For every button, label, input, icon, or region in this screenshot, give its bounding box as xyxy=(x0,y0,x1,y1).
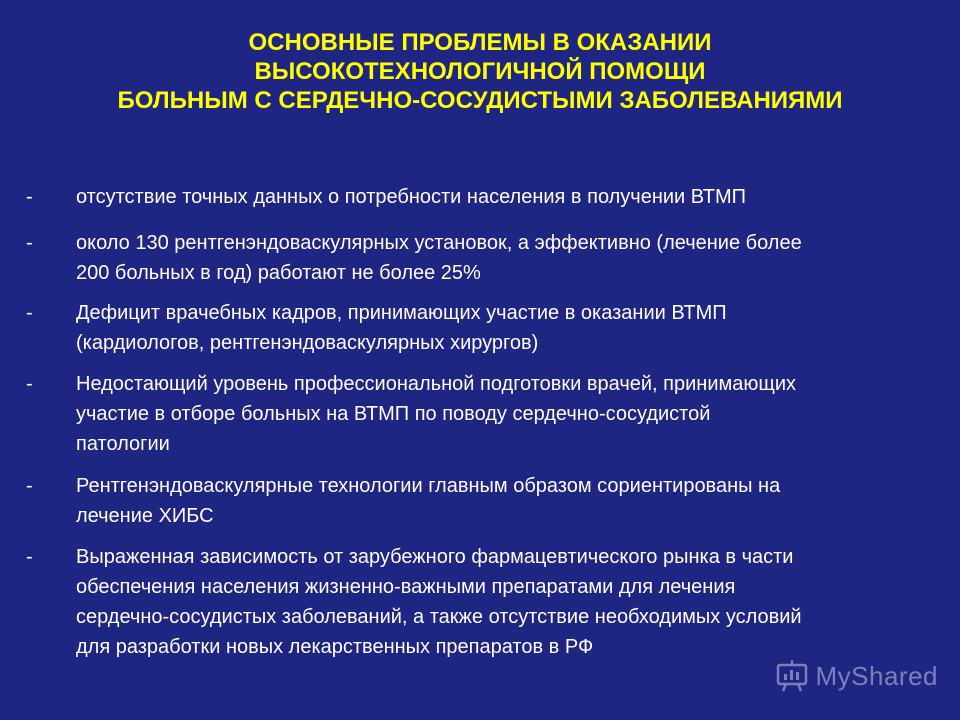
bullet-dash: - xyxy=(26,186,33,208)
bullet-text xyxy=(76,228,946,288)
bullet-text xyxy=(76,542,946,662)
bullet-text xyxy=(76,369,946,459)
bullet-line: Дефицит врачебных кадров, принимающих участие в оказании ВТМП xyxy=(76,302,727,324)
bullet-line: 200 больных в год) работают не более 25% xyxy=(76,262,481,284)
watermark xyxy=(774,658,939,694)
bullet-line: лечение ХИБС xyxy=(76,505,214,527)
bullet-dash: - xyxy=(26,475,33,497)
bullet-line: патологии xyxy=(76,433,170,455)
bullet-text xyxy=(76,471,946,531)
bullet-line: обеспечения населения жизненно-важными препаратами для лечения xyxy=(76,576,736,598)
bullet-line: Рентгенэндоваскулярные технологии главным образом сориентированы на xyxy=(76,475,781,497)
bullet-text xyxy=(76,298,946,358)
bullet-text xyxy=(76,182,946,212)
title-line: БОЛЬНЫМ С СЕРДЕЧНО-СОСУДИСТЫМИ ЗАБОЛЕВАНИЯМИ xyxy=(117,87,843,114)
bullet-line: отсутствие точных данных о потребности населения в получении ВТМП xyxy=(76,186,747,208)
bullet-line: участие в отборе больных на ВТМП по поводу сердечно-сосудистой xyxy=(76,403,711,425)
bullet-line: для разработки новых лекарственных препаратов в РФ xyxy=(76,636,594,658)
bullet-line: сердечно-сосудистых заболеваний, а также отсутствие необходимых условий xyxy=(76,606,802,628)
presentation-board-icon xyxy=(774,658,810,694)
bullet-line: (кардиологов, рентгенэндоваскулярных хирургов) xyxy=(76,332,539,354)
bullet-dash: - xyxy=(26,232,33,254)
title-line: ВЫСОКОТЕХНОЛОГИЧНОЙ ПОМОЩИ xyxy=(254,58,706,85)
bullet-line: Недостающий уровень профессиональной подготовки врачей, принимающих xyxy=(76,373,796,395)
bullet-dash: - xyxy=(26,302,33,324)
bullet-dash: - xyxy=(26,546,33,568)
bullet-line: около 130 рентгенэндоваскулярных установок, а эффективно (лечение более xyxy=(76,232,802,254)
title-line: ОСНОВНЫЕ ПРОБЛЕМЫ В ОКАЗАНИИ xyxy=(248,29,712,56)
bullet-line: Выраженная зависимость от зарубежного фармацевтического рынка в части xyxy=(76,546,794,568)
watermark-text: MyShared xyxy=(815,661,938,691)
bullet-dash: - xyxy=(26,373,33,395)
